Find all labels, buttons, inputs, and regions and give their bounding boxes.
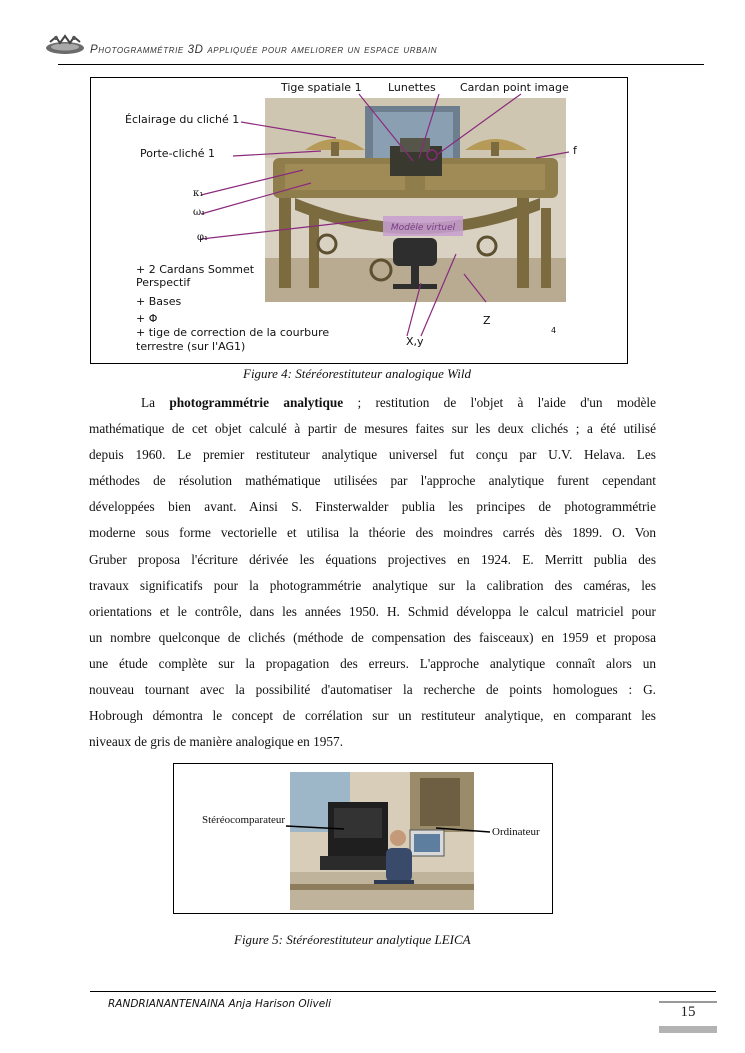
figure-5 (173, 763, 553, 914)
label-omega: ω₁ (193, 207, 206, 218)
figure-5-pointers (174, 764, 554, 915)
paragraph-line: La photogrammétrie analytique ; restitution de l'objet à l'aide d'un modèle (141, 395, 656, 410)
figure-4 (90, 77, 628, 364)
paragraph-line: orientations et le contrôle, dans les années 1950. H. Schmid développa le calcul matriciel pour (89, 603, 656, 619)
label-cardan-point-image: Cardan point image (460, 81, 569, 94)
page-number-top-rule (659, 1001, 717, 1003)
label-lunettes: Lunettes (388, 81, 436, 94)
page-number-bar (659, 1026, 717, 1033)
footer-author: RANDRIANANTENAINA Anja Harison Oliveli (108, 998, 332, 1010)
paragraph-line: niveaux de gris de manière analogique en 1957. (89, 734, 344, 750)
paragraph-line: Gruber proposa l'écriture dérivée les équations projectives en 1924. E. Merritt publia des (89, 551, 656, 567)
paragraph-line: moderne sous forme vectorielle et utilisa la théorie des moindres carrés dès 1899. O. Von (89, 525, 656, 541)
label-kappa: κ₁ (193, 188, 204, 199)
label-list-cardans: + 2 Cardans Sommet (136, 263, 255, 276)
label-small-4: 4 (551, 326, 557, 335)
label-tige-spatiale: Tige spatiale 1 (281, 81, 362, 94)
label-list-phi: + Φ (136, 312, 158, 325)
label-list-terrestre: terrestre (sur l'AG1) (136, 340, 246, 353)
paragraph-line: une étude complète sur la propagation des erreurs. L'approche analytique connaît alors un (89, 655, 656, 671)
page-header (44, 30, 704, 70)
paragraph-line: nouveau tournant avec la possibilité d'automatiser la recherche de points homologues : G. (89, 682, 656, 698)
paragraph-line: développées bien avant. Ainsi S. Finsterwalder publia les principes de photogrammétrie (89, 499, 656, 515)
label-stereocomparateur: Stéréocomparateur (202, 814, 286, 826)
paragraph-line: depuis 1960. Le premier restituteur analytique universel fut conçu par U.V. Helava. Les (89, 447, 656, 463)
modele-virtuel-label: Modèle virtuel (390, 223, 456, 233)
footer-rule (90, 991, 716, 992)
figure-5-caption: Figure 5: Stéréorestituteur analytique LEICA (234, 932, 471, 947)
header-title: Photogrammétrie 3D appliquée pour ameliorer un espace urbain (90, 44, 438, 56)
paragraph-line: Hobrough démontra le concept de corrélation sur un restituteur analytique, en comparant les (89, 708, 656, 724)
label-eclairage: Éclairage du cliché 1 (125, 113, 240, 126)
label-z: Z (483, 314, 491, 327)
figure-4-caption: Figure 4: Stéréorestituteur analogique Wild (243, 366, 471, 381)
label-xy: X,y (406, 335, 424, 348)
paragraph-line: un nombre quelconque de clichés (méthode de compensation des faisceaux) en 1959 et proposa (89, 629, 656, 645)
page-number: 15 (680, 1004, 696, 1020)
body-paragraph (89, 390, 656, 755)
header-rule (58, 64, 704, 65)
label-phi: φ₁ (197, 232, 209, 243)
paragraph-line: méthodes de résolution mathématique utilisées par l'approche analytique furent cependant (89, 473, 656, 489)
paragraph-line: mathématique de cet objet calculé à partir de mesures faites sur les deux clichés ; a été utilisé (89, 421, 656, 437)
label-list-bases: + Bases (136, 295, 182, 308)
label-f: f (573, 144, 577, 157)
label-porte-cliche: Porte-cliché 1 (140, 147, 215, 160)
label-ordinateur: Ordinateur (492, 826, 540, 838)
bold-term: photogrammétrie analytique (169, 395, 344, 410)
logo-icon (44, 34, 86, 56)
label-list-perspectif: Perspectif (136, 276, 191, 289)
paragraph-line: travaux significatifs pour la photogrammétrie analytique sur la calibration des caméras, les (89, 577, 656, 593)
label-list-tige-correction: + tige de correction de la courbure (136, 326, 330, 339)
